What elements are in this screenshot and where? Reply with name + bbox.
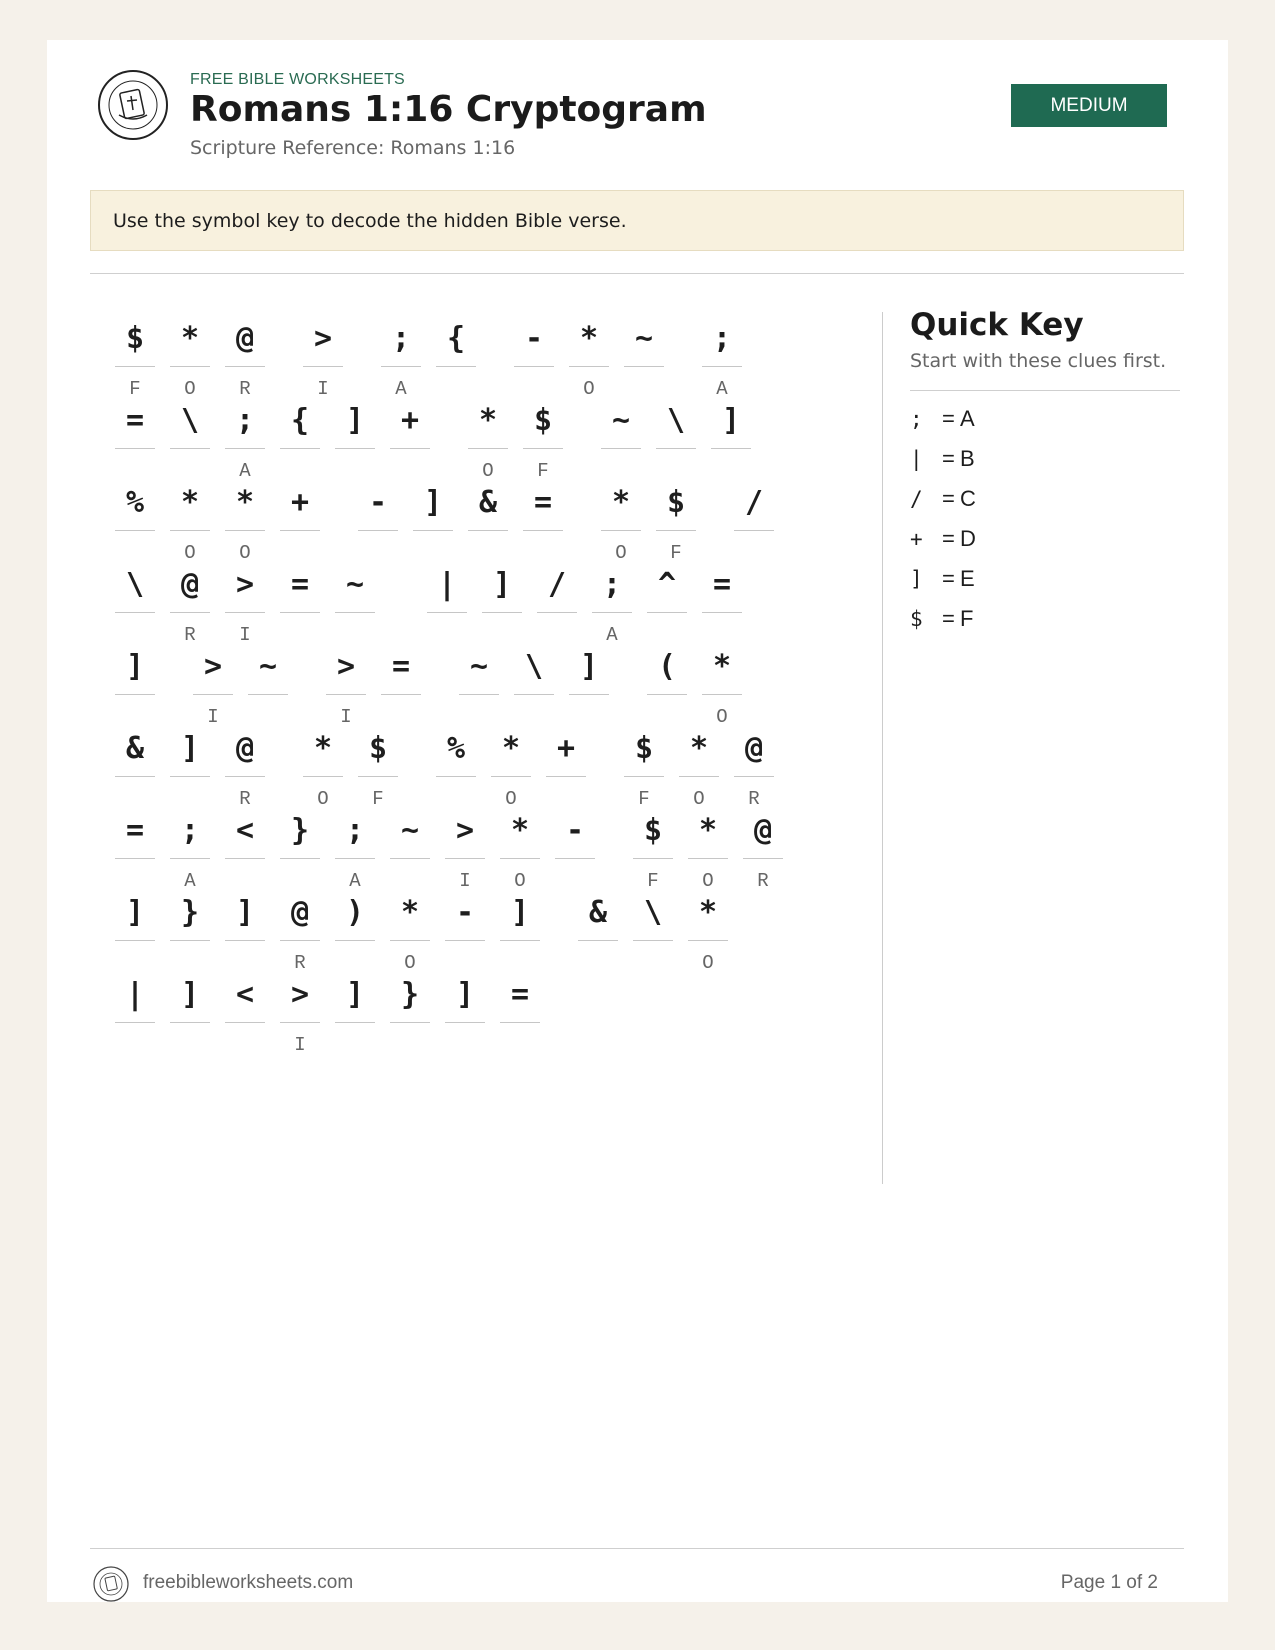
cipher-cell xyxy=(633,882,673,1022)
cipher-symbol: ] xyxy=(125,895,145,930)
decoded-letter: A xyxy=(184,870,196,892)
decoded-letter xyxy=(115,1034,155,1056)
answer-blank[interactable] xyxy=(303,776,343,777)
cipher-symbol: * xyxy=(478,403,498,438)
difficulty-badge: MEDIUM xyxy=(1011,84,1167,127)
answer-blank[interactable] xyxy=(170,1022,210,1023)
cipher-symbol: = xyxy=(125,813,145,848)
cipher-symbol: < xyxy=(235,813,255,848)
page-title: Romans 1:16 Cryptogram xyxy=(190,89,707,130)
answer-blank[interactable] xyxy=(335,858,375,859)
answer-blank[interactable] xyxy=(280,530,320,531)
answer-blank[interactable] xyxy=(633,858,673,859)
cipher-symbol: ] xyxy=(345,977,365,1012)
cipher-cell xyxy=(225,964,265,1104)
decoded-letter: O xyxy=(615,542,627,564)
decoded-letter xyxy=(225,1034,265,1056)
cipher-symbol: ~ xyxy=(258,649,278,684)
cipher-symbol: & xyxy=(588,895,608,930)
quick-key-title: Quick Key xyxy=(910,307,1084,343)
answer-blank[interactable] xyxy=(569,366,609,367)
decoded-letter: O xyxy=(184,542,196,564)
cipher-symbol: > xyxy=(336,649,356,684)
cipher-symbol: & xyxy=(125,731,145,766)
cipher-symbol: * xyxy=(579,321,599,356)
cipher-symbol: $ xyxy=(666,485,686,520)
answer-blank[interactable] xyxy=(523,448,563,449)
answer-blank[interactable] xyxy=(468,448,508,449)
cipher-symbol: \ xyxy=(524,649,544,684)
decoded-letter: O xyxy=(702,952,714,974)
cipher-symbol: > xyxy=(235,567,255,602)
key-letter: F xyxy=(960,606,974,631)
cipher-symbol: \ xyxy=(666,403,686,438)
answer-blank[interactable] xyxy=(225,776,265,777)
cipher-symbol: * xyxy=(501,731,521,766)
cipher-symbol: ~ xyxy=(469,649,489,684)
cipher-symbol: ; xyxy=(391,321,411,356)
key-symbol: + xyxy=(910,527,923,551)
answer-blank[interactable] xyxy=(193,694,233,695)
cipher-symbol: | xyxy=(125,977,145,1012)
instructions-text: Use the symbol key to decode the hidden Bible verse. xyxy=(113,209,627,232)
cipher-symbol: ~ xyxy=(611,403,631,438)
key-equals: = xyxy=(942,606,955,631)
answer-blank[interactable] xyxy=(500,858,540,859)
cipher-symbol: $ xyxy=(643,813,663,848)
cipher-symbol: * xyxy=(698,895,718,930)
cipher-symbol: / xyxy=(744,485,764,520)
answer-blank[interactable] xyxy=(115,612,155,613)
answer-blank[interactable] xyxy=(468,530,508,531)
cipher-symbol: - xyxy=(524,321,544,356)
decoded-letter: F xyxy=(129,378,141,400)
answer-blank[interactable] xyxy=(601,448,641,449)
decoded-letter: F xyxy=(647,870,659,892)
key-symbol: / xyxy=(910,487,923,511)
cipher-symbol: = xyxy=(510,977,530,1012)
cipher-symbol: ] xyxy=(180,977,200,1012)
decoded-letter: R xyxy=(239,378,251,400)
answer-blank[interactable] xyxy=(170,940,210,941)
cipher-symbol: * xyxy=(698,813,718,848)
answer-blank[interactable] xyxy=(624,776,664,777)
cipher-symbol: * xyxy=(510,813,530,848)
answer-blank[interactable] xyxy=(711,448,751,449)
cipher-cell xyxy=(170,964,210,1104)
cipher-cell xyxy=(688,882,728,1022)
answer-blank[interactable] xyxy=(578,940,618,941)
cipher-symbol: } xyxy=(180,895,200,930)
cipher-symbol: = xyxy=(391,649,411,684)
quick-key-list xyxy=(910,399,1180,639)
decoded-letter: O xyxy=(239,542,251,564)
answer-blank[interactable] xyxy=(248,694,288,695)
answer-blank[interactable] xyxy=(225,448,265,449)
answer-blank[interactable] xyxy=(523,530,563,531)
answer-blank[interactable] xyxy=(170,530,210,531)
key-equals: = xyxy=(942,446,955,471)
cipher-symbol: = xyxy=(533,485,553,520)
decoded-letter: A xyxy=(239,460,251,482)
site-name: FREE BIBLE WORKSHEETS xyxy=(190,71,405,88)
answer-blank[interactable] xyxy=(702,612,742,613)
cipher-symbol: \ xyxy=(125,567,145,602)
answer-blank[interactable] xyxy=(734,530,774,531)
cipher-symbol: ] xyxy=(510,895,530,930)
decoded-letter: F xyxy=(670,542,682,564)
cipher-symbol: / xyxy=(547,567,567,602)
cipher-symbol: ~ xyxy=(634,321,654,356)
answer-blank[interactable] xyxy=(679,776,719,777)
decoded-letter: O xyxy=(702,870,714,892)
answer-blank[interactable] xyxy=(115,530,155,531)
decoded-letter: O xyxy=(514,870,526,892)
cipher-symbol: ; xyxy=(345,813,365,848)
cipher-symbol: + xyxy=(400,403,420,438)
key-row xyxy=(910,399,1180,439)
cipher-symbol: ] xyxy=(125,649,145,684)
answer-blank[interactable] xyxy=(280,940,320,941)
decoded-letter: O xyxy=(583,378,595,400)
cipher-symbol: } xyxy=(290,813,310,848)
answer-blank[interactable] xyxy=(592,612,632,613)
cipher-symbol: ] xyxy=(579,649,599,684)
answer-blank[interactable] xyxy=(225,858,265,859)
answer-blank[interactable] xyxy=(702,366,742,367)
answer-blank[interactable] xyxy=(546,776,586,777)
answer-blank[interactable] xyxy=(555,858,595,859)
key-symbol: $ xyxy=(910,607,923,631)
decoded-letter: I xyxy=(294,1034,306,1056)
cipher-symbol: { xyxy=(446,321,466,356)
answer-blank[interactable] xyxy=(390,858,430,859)
decoded-letter xyxy=(578,952,618,974)
decoded-letter xyxy=(445,1034,485,1056)
cipher-symbol: ; xyxy=(235,403,255,438)
header-divider xyxy=(90,273,1184,274)
key-letter: C xyxy=(960,486,976,511)
decoded-letter: A xyxy=(349,870,361,892)
key-letter: B xyxy=(960,446,975,471)
answer-blank[interactable] xyxy=(390,940,430,941)
answer-blank[interactable] xyxy=(702,694,742,695)
decoded-letter: R xyxy=(757,870,769,892)
cipher-symbol: ] xyxy=(180,731,200,766)
decoded-letter: A xyxy=(716,378,728,400)
key-row xyxy=(910,519,1180,559)
answer-blank[interactable] xyxy=(688,858,728,859)
decoded-letter: O xyxy=(317,788,329,810)
answer-blank[interactable] xyxy=(647,694,687,695)
answer-blank[interactable] xyxy=(170,366,210,367)
cipher-cell xyxy=(500,964,540,1104)
cipher-symbol: ] xyxy=(423,485,443,520)
answer-blank[interactable] xyxy=(459,694,499,695)
decoded-letter: O xyxy=(184,378,196,400)
answer-blank[interactable] xyxy=(115,940,155,941)
decoded-letter: R xyxy=(294,952,306,974)
cipher-symbol: $ xyxy=(533,403,553,438)
decoded-letter: I xyxy=(317,378,329,400)
cipher-cell xyxy=(115,964,155,1104)
decoded-letter: I xyxy=(340,706,352,728)
footer-divider xyxy=(90,1548,1184,1549)
cipher-symbol: > xyxy=(313,321,333,356)
answer-blank[interactable] xyxy=(734,776,774,777)
cipher-cell xyxy=(390,964,430,1104)
cipher-symbol: + xyxy=(556,731,576,766)
cipher-symbol: ] xyxy=(721,403,741,438)
answer-blank[interactable] xyxy=(624,366,664,367)
answer-blank[interactable] xyxy=(115,776,155,777)
answer-blank[interactable] xyxy=(445,940,485,941)
cipher-symbol: ~ xyxy=(400,813,420,848)
decoded-letter xyxy=(390,1034,430,1056)
decoded-letter: F xyxy=(372,788,384,810)
cipher-symbol: $ xyxy=(125,321,145,356)
decoded-letter: R xyxy=(748,788,760,810)
cipher-symbol: & xyxy=(478,485,498,520)
answer-blank[interactable] xyxy=(537,612,577,613)
cipher-symbol: \ xyxy=(180,403,200,438)
decoded-letter xyxy=(170,1034,210,1056)
key-equals: = xyxy=(942,566,955,591)
cipher-symbol: $ xyxy=(634,731,654,766)
scripture-reference: Scripture Reference: Romans 1:16 xyxy=(190,137,516,159)
answer-blank[interactable] xyxy=(358,530,398,531)
cipher-symbol: ^ xyxy=(657,567,677,602)
cipher-cell xyxy=(743,800,783,940)
answer-blank[interactable] xyxy=(436,366,476,367)
decoded-letter: A xyxy=(395,378,407,400)
cipher-cell xyxy=(335,964,375,1104)
key-equals: = xyxy=(942,526,955,551)
answer-blank[interactable] xyxy=(335,448,375,449)
answer-blank[interactable] xyxy=(280,1022,320,1023)
header xyxy=(190,71,707,159)
answer-blank[interactable] xyxy=(381,694,421,695)
cipher-symbol: | xyxy=(437,567,457,602)
cipher-symbol: @ xyxy=(744,731,764,766)
answer-blank[interactable] xyxy=(115,366,155,367)
answer-blank[interactable] xyxy=(482,612,522,613)
cipher-symbol: * xyxy=(611,485,631,520)
answer-blank[interactable] xyxy=(225,612,265,613)
cipher-symbol: - xyxy=(368,485,388,520)
cipher-symbol: ; xyxy=(602,567,622,602)
answer-blank[interactable] xyxy=(500,940,540,941)
cipher-symbol: @ xyxy=(180,567,200,602)
cipher-symbol: * xyxy=(235,485,255,520)
answer-blank[interactable] xyxy=(280,612,320,613)
answer-blank[interactable] xyxy=(170,612,210,613)
answer-blank[interactable] xyxy=(445,858,485,859)
answer-blank[interactable] xyxy=(427,612,467,613)
answer-blank[interactable] xyxy=(170,776,210,777)
column-divider xyxy=(882,312,883,1184)
cipher-symbol: * xyxy=(712,649,732,684)
cipher-symbol: * xyxy=(180,485,200,520)
cipher-cell xyxy=(578,882,618,1022)
answer-blank[interactable] xyxy=(225,530,265,531)
decoded-letter: I xyxy=(459,870,471,892)
cipher-symbol: ] xyxy=(492,567,512,602)
cipher-symbol: < xyxy=(235,977,255,1012)
answer-blank[interactable] xyxy=(743,858,783,859)
answer-blank[interactable] xyxy=(280,858,320,859)
logo-badge-icon xyxy=(97,69,169,141)
worksheet-page xyxy=(47,40,1228,1602)
cipher-symbol: % xyxy=(446,731,466,766)
answer-blank[interactable] xyxy=(335,940,375,941)
answer-blank[interactable] xyxy=(445,1022,485,1023)
quick-key-panel xyxy=(910,306,1180,639)
cipher-symbol: ; xyxy=(180,813,200,848)
answer-blank[interactable] xyxy=(633,940,673,941)
key-symbol: | xyxy=(910,447,923,471)
cipher-symbol: ) xyxy=(345,895,365,930)
answer-blank[interactable] xyxy=(491,776,531,777)
cipher-symbol: = xyxy=(712,567,732,602)
decoded-letter xyxy=(500,1034,540,1056)
cipher-symbol: * xyxy=(689,731,709,766)
decoded-letter: F xyxy=(537,460,549,482)
cipher-symbol: - xyxy=(565,813,585,848)
answer-blank[interactable] xyxy=(569,694,609,695)
key-row xyxy=(910,479,1180,519)
decoded-letter: I xyxy=(239,624,251,646)
answer-blank[interactable] xyxy=(115,694,155,695)
cipher-symbol: @ xyxy=(235,731,255,766)
cipher-symbol: ] xyxy=(455,977,475,1012)
cipher-symbol: + xyxy=(290,485,310,520)
decoded-letter: I xyxy=(207,706,219,728)
key-row xyxy=(910,439,1180,479)
answer-blank[interactable] xyxy=(225,366,265,367)
answer-blank[interactable] xyxy=(514,694,554,695)
key-row xyxy=(910,599,1180,639)
cipher-symbol: { xyxy=(290,403,310,438)
cipher-symbol: ( xyxy=(657,649,677,684)
cipher-symbol: % xyxy=(125,485,145,520)
key-letter: D xyxy=(960,526,976,551)
key-symbol: ; xyxy=(910,407,923,431)
key-symbol: ] xyxy=(910,567,923,591)
quick-key-divider xyxy=(910,390,1180,391)
answer-blank[interactable] xyxy=(413,530,453,531)
answer-blank[interactable] xyxy=(115,858,155,859)
cipher-cell xyxy=(280,964,320,1104)
decoded-letter: R xyxy=(184,624,196,646)
cipher-symbol: ] xyxy=(345,403,365,438)
answer-blank[interactable] xyxy=(335,1022,375,1023)
cipher-symbol: ~ xyxy=(345,567,365,602)
cipher-symbol: * xyxy=(180,321,200,356)
key-letter: A xyxy=(960,406,975,431)
cipher-symbol: } xyxy=(400,977,420,1012)
cipher-symbol: * xyxy=(313,731,333,766)
answer-blank[interactable] xyxy=(390,1022,430,1023)
answer-blank[interactable] xyxy=(656,448,696,449)
answer-blank[interactable] xyxy=(280,448,320,449)
key-equals: = xyxy=(942,406,955,431)
cipher-symbol: @ xyxy=(235,321,255,356)
answer-blank[interactable] xyxy=(326,694,366,695)
answer-blank[interactable] xyxy=(514,366,554,367)
answer-blank[interactable] xyxy=(647,612,687,613)
footer-logo-icon xyxy=(92,1565,130,1603)
cryptogram-grid xyxy=(115,308,835,1148)
cipher-symbol: > xyxy=(203,649,223,684)
decoded-letter: A xyxy=(606,624,618,646)
answer-blank[interactable] xyxy=(436,776,476,777)
answer-blank[interactable] xyxy=(601,530,641,531)
answer-blank[interactable] xyxy=(390,448,430,449)
key-row xyxy=(910,559,1180,599)
cipher-symbol: ] xyxy=(235,895,255,930)
decoded-letter: O xyxy=(716,706,728,728)
decoded-letter: R xyxy=(239,788,251,810)
answer-blank[interactable] xyxy=(303,366,343,367)
answer-blank[interactable] xyxy=(170,858,210,859)
decoded-letter: O xyxy=(482,460,494,482)
decoded-letter: O xyxy=(693,788,705,810)
answer-blank[interactable] xyxy=(225,1022,265,1023)
cipher-symbol: > xyxy=(290,977,310,1012)
instructions-box xyxy=(90,190,1184,251)
answer-blank[interactable] xyxy=(335,612,375,613)
answer-blank[interactable] xyxy=(225,940,265,941)
footer-url: freebibleworksheets.com xyxy=(143,1572,354,1593)
cipher-cell xyxy=(445,964,485,1104)
decoded-letter: F xyxy=(638,788,650,810)
cipher-symbol: = xyxy=(125,403,145,438)
answer-blank[interactable] xyxy=(115,1022,155,1023)
answer-blank[interactable] xyxy=(115,448,155,449)
cipher-symbol: @ xyxy=(753,813,773,848)
key-equals: = xyxy=(942,486,955,511)
cipher-symbol: > xyxy=(455,813,475,848)
key-letter: E xyxy=(960,566,975,591)
cipher-symbol: - xyxy=(455,895,475,930)
cipher-symbol: ; xyxy=(712,321,732,356)
cipher-symbol: \ xyxy=(643,895,663,930)
answer-blank[interactable] xyxy=(170,448,210,449)
answer-blank[interactable] xyxy=(500,1022,540,1023)
cipher-symbol: = xyxy=(290,567,310,602)
cipher-symbol: * xyxy=(400,895,420,930)
cipher-symbol: @ xyxy=(290,895,310,930)
cipher-symbol: $ xyxy=(368,731,388,766)
decoded-letter xyxy=(633,952,673,974)
decoded-letter: O xyxy=(505,788,517,810)
page-number: Page 1 of 2 xyxy=(1060,1572,1158,1593)
answer-blank[interactable] xyxy=(358,776,398,777)
answer-blank[interactable] xyxy=(688,940,728,941)
answer-blank[interactable] xyxy=(381,366,421,367)
quick-key-subtitle: Start with these clues first. xyxy=(910,350,1167,372)
decoded-letter: O xyxy=(404,952,416,974)
answer-blank[interactable] xyxy=(656,530,696,531)
decoded-letter xyxy=(335,1034,375,1056)
